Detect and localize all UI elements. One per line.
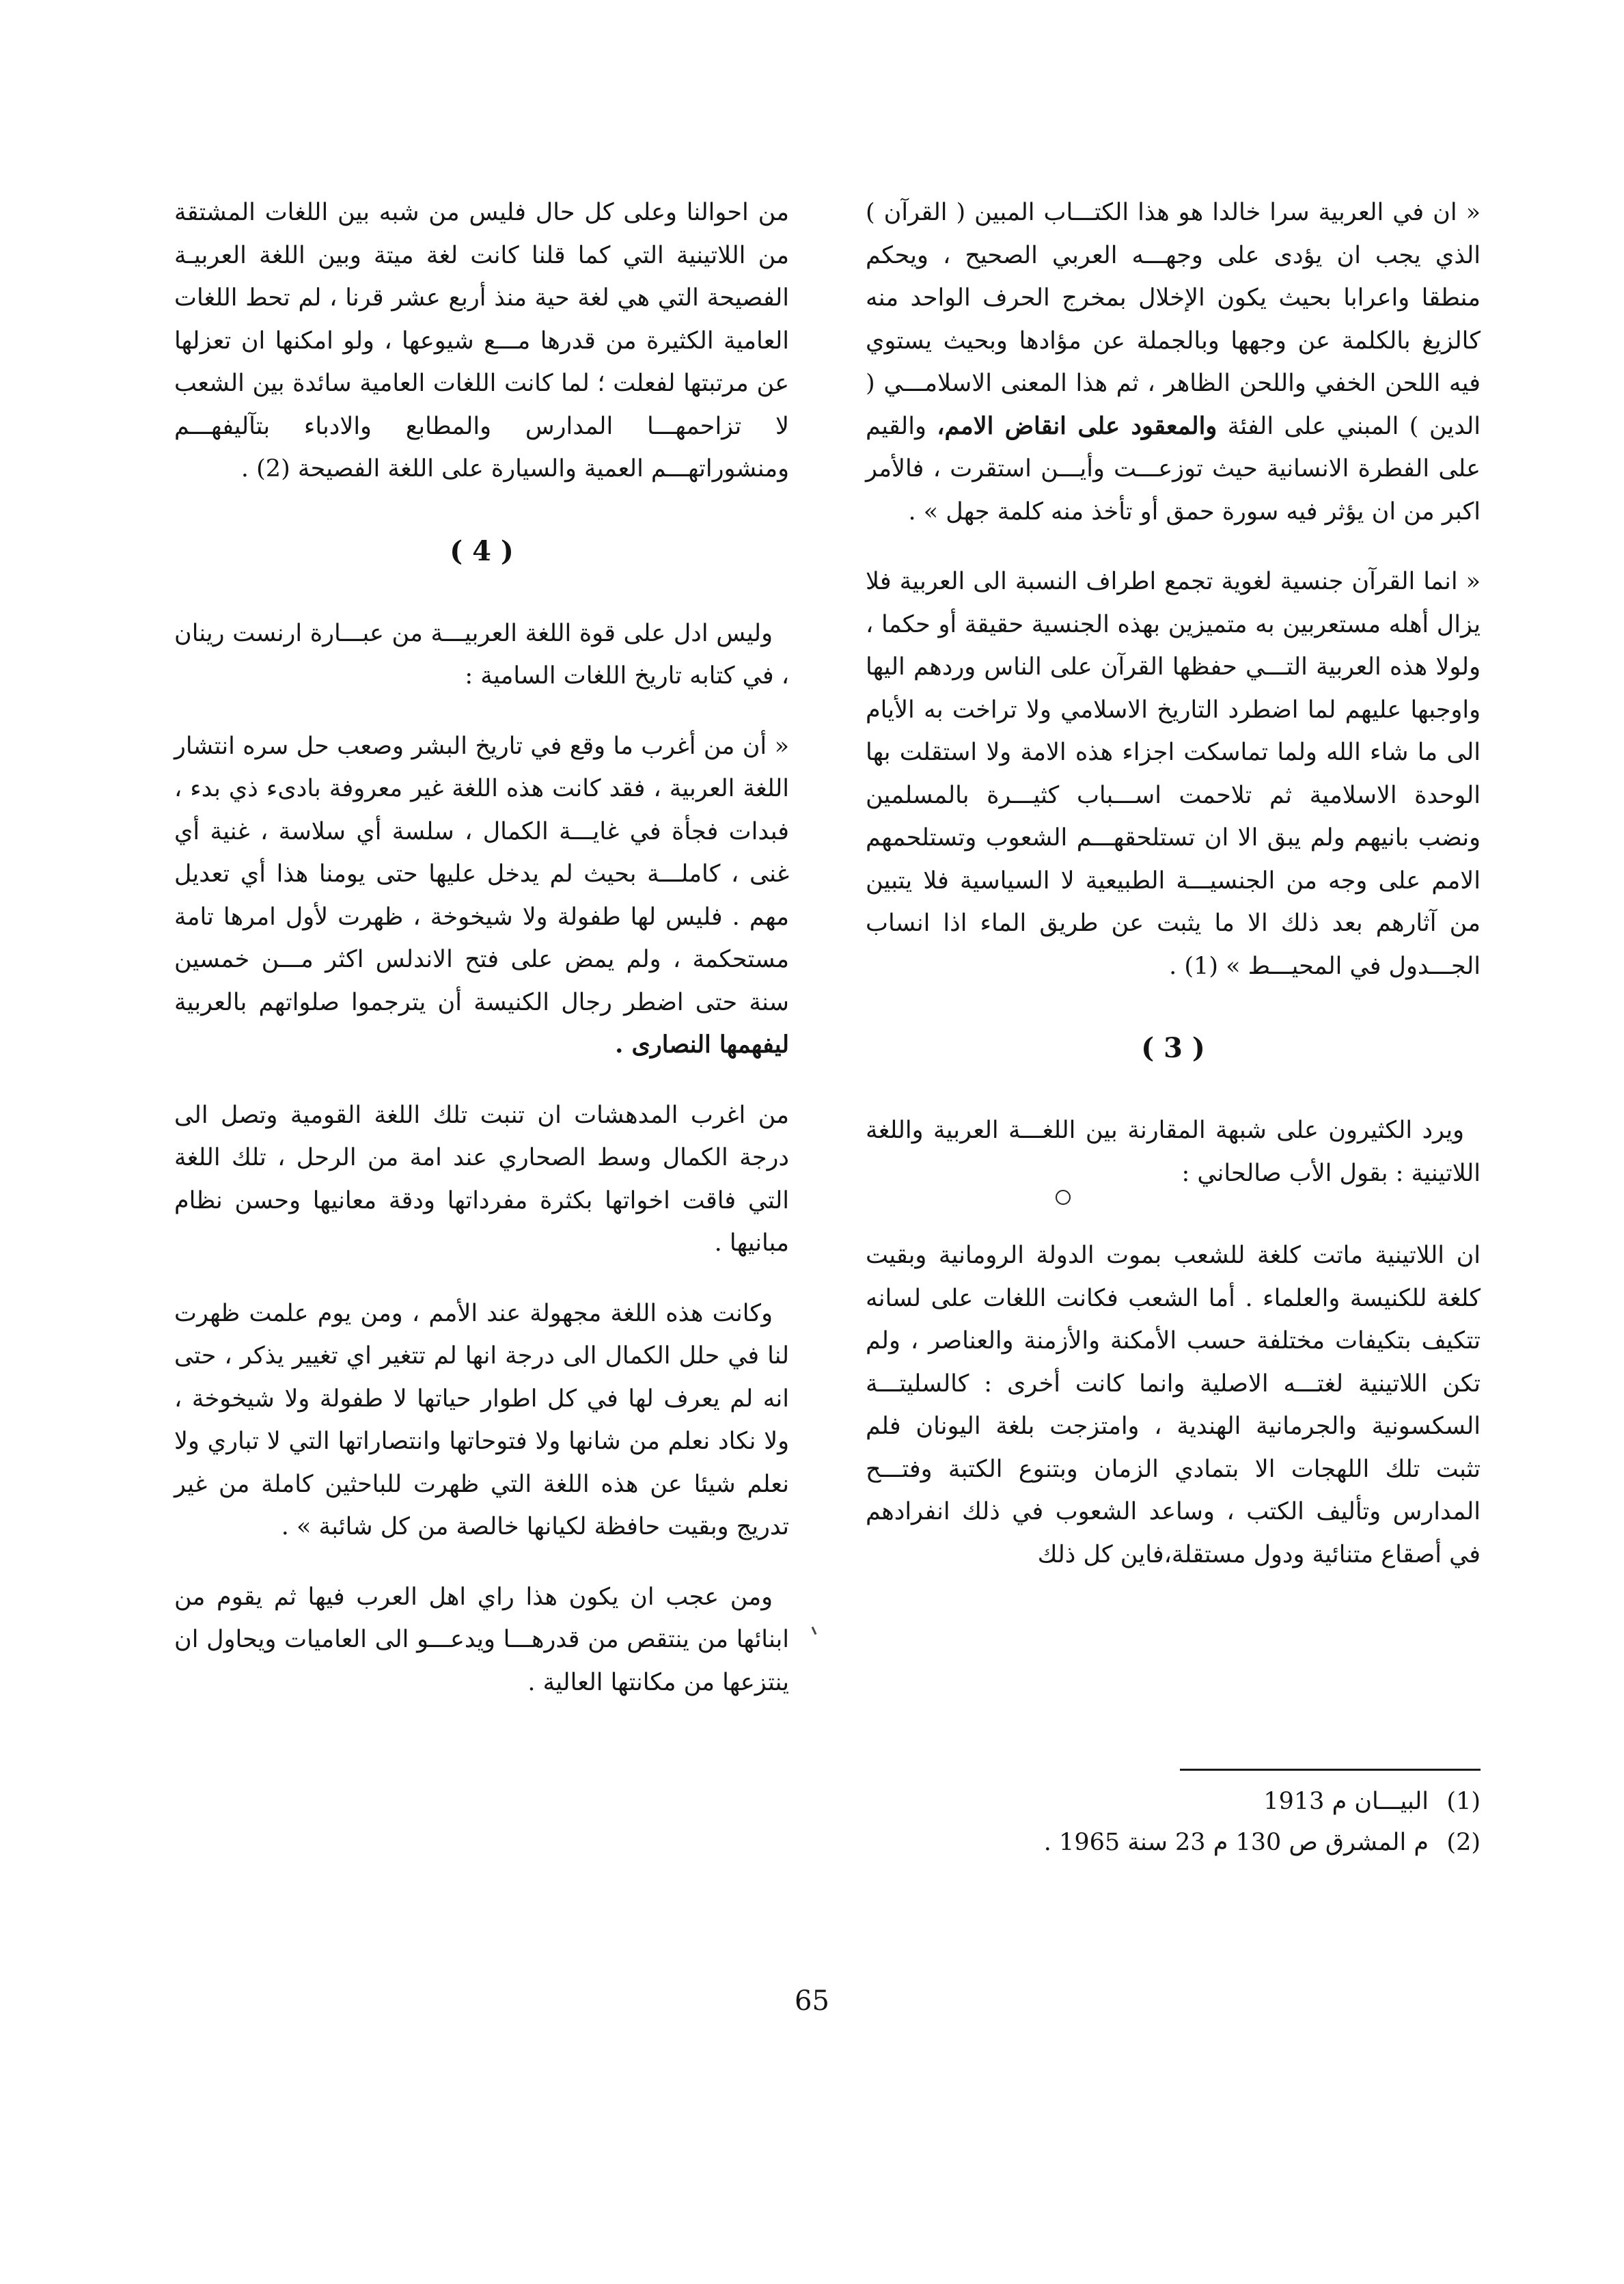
footnote-2-number: (2) [1446,1829,1481,1856]
footnote-1-number: (1) [1446,1788,1481,1815]
right-paragraph-1 [866,191,1481,533]
right-paragraph-3: ويرد الكثيرون على شبهة المقارنة بين اللغـــة العربية واللغة اللاتينية : بقول الأب صالحاني : [866,1117,1481,1187]
footnote-1-text: البيـــان م 1913 [1263,1788,1429,1815]
left-paragraph-1: من احوالنا وعلى كل حال فليس من شبه بين اللغات المشتقة من اللاتينية التي كما قلنا كانت لغة ميتة وبين اللغة العربيـة الفصيحة التي هي لغة حية منذ أربع عشر قرنا ، لم تحط اللغات العامية الكثيرة من قدرها مـــع شيوعها ، ولو امكنها ان تعزلها عن مرتبتها لفعلت ؛ لما كانت اللغات العامية سائدة بين الشعب لا تزاحمهـــا المدارس والمطابع والادباء بتآليفهـــم ومنشوراتهـــم العمية والسيارة على اللغة الفصيحة (2) . [174,199,789,482]
right-paragraph-1-end: والقيم على الفطرة الانسانية حيث توزعـــت وأيـــن استقرت ، فالأمر اكبر من ان يؤثر فيه سورة حمق أو تأخذ منه كلمة جهل » . [866,412,1481,526]
left-paragraph-2: وليس ادل على قوة اللغة العربيـــة من عبـــارة ارنست رينان ، في كتابه تاريخ اللغات السامية : [174,619,789,690]
left-paragraph-5: وكانت هذه اللغة مجهولة عند الأمم ، ومن يوم علمت ظهرت لنا في حلل الكمال الى درجة انها لم تتغير اي تغيير يذكر ، حتى انه لم يعرف لها في كل اطوار حياتها لا طفولة ولا شيخوخة ، ولا نكاد نعلم من شانها ولا فتوحاتها وانتصاراتها التي لا تباري ولا نعلم شيئا عن هذه اللغة التي ظهرت للباحثين كاملة من غير تدريج وبقيت حافظة لكيانها خالصة من كل شائبة » . [174,1299,789,1540]
footnotes [866,1781,1481,1863]
left-paragraph-4: من اغرب المدهشات ان تنبت تلك اللغة القومية وتصل الى درجة الكمال وسط الصحاري عند امة من الرحل ، تلك اللغة التي فاقت اخواتها بكثرة مفرداتها ودقة معانيها وحسن نظام مبانيها . [174,1101,789,1257]
left-paragraph-3-text: « أن من أغرب ما وقع في تاريخ البشر وصعب حل سره انتشار اللغة العربية ، فقد كانت هذه اللغة غير معروفة بادىء ذي بدء ، فبدات فجأة في غايـــة الكمال ، سلسة أي سلاسة ، غنية أي غنى ، كاملـــة بحيث لم يدخل عليها حتى يومنا هذا أي تعديل مهم . فليس لها طفولة ولا شيخوخة ، ظهرت لأول امرها تامة مستحكمة ، ولم يمض على فتح الاندلس اكثر مـــن خمسين سنة حتى اضطر رجال الكنيسة أن يترجموا صلواتهم بالعربية [174,732,789,1016]
margin-tick-mark [812,1627,817,1635]
right-paragraph-2: « انما القرآن جنسية لغوية تجمع اطراف النسبة الى العربية فلا يزال أهله مستعربين به متميزين بهذه الجنسية حقيقة أو حكما ، ولولا هذه العربية التـــي حفظها القرآن على الناس وردهم اليها واوجبها عليهم لما اضطرد التاريخ الاسلامي ولا تراخت به الأيام الى ما شاء الله ولما تماسكت اجزاء هذه الامة ولا استقلت بها الوحدة الاسلامية ثم تلاحمت اســـباب كثيـــرة بالمسلمين ونضب بانيهم ولم يبق الا ان تستلحقهـــم الشعوب وتستلحمهم الامم على وجه من الجنسيـــة الطبيعية لا السياسية فلا يتبين من آثارهم بعد ذلك الا ما يثبت عن طريق الماء اذا انساب الجـــدول في المحيـــط » (1) . [866,568,1481,980]
right-paragraph-1-text: « ان في العربية سرا خالدا هو هذا الكتـــاب المبين ( القرآن ) الذي يجب ان يؤدى على وجهـــه العربي الصحيح ، ويحكم منطقا واعرابا بحيث يكون الإخلال بمخرج الحرف الواحد منه كالزيغ بالكلمة عن وجهها وبالجملة عن مؤادها وبحيث يستوي فيه اللحن الخفي واللحن الظاهر ، ثم هذا المعنى الاسلامـــي ( الدين ) المبني على الفئة [866,199,1481,440]
section-heading-3: ( 3 ) [1141,1032,1205,1064]
page-number: 65 [795,1985,829,2017]
left-paragraph-3-bold: ليفهمها النصارى . [615,1031,789,1059]
footnote-1 [866,1781,1481,1822]
margin-circle-mark [1056,1190,1071,1205]
right-paragraph-1-bold: والمعقود على انقاض الامم، [937,411,1217,440]
left-paragraph-6: ومن عجب ان يكون هذا راي اهل العرب فيها ثم يقوم من ابنائها من ينتقص من قدرهـــا ويدعـــو الى العاميات ويحاول ان ينتزعها من مكانتها العالية . [174,1583,789,1696]
left-paragraph-3 [174,725,789,1067]
left-column [174,191,789,1704]
right-paragraph-4: ان اللاتينية ماتت كلغة للشعب بموت الدولة الرومانية وبقيت كلغة للكنيسة والعلماء . أما الشعب فكانت اللغات على لسانه تتكيف بتكيفات مختلفة حسب الأمكنة والأزمنة والعناصر ، ولم تكن اللاتينية لغتـــه الاصلية وانما كانت أخرى : كالسليتـــة السكسونية والجرمانية الهندية ، وامتزجت بلغة اليونان فلم تثبت تلك اللهجات الا بتمادي الزمان وبتنوع الكتبة وفتـــح المدارس وتأليف الكتب ، وساعد الشعوب في ذلك انفرادهم في أصقاع متنائية ودول مستقلة،فاين كل ذلك [866,1242,1481,1568]
footnote-2-text: م المشرق ص 130 م 23 سنة 1965 . [1043,1829,1429,1856]
section-heading-4: ( 4 ) [450,534,514,567]
footnote-2 [866,1822,1481,1863]
right-column [866,191,1481,1576]
footnote-divider [1180,1769,1481,1771]
